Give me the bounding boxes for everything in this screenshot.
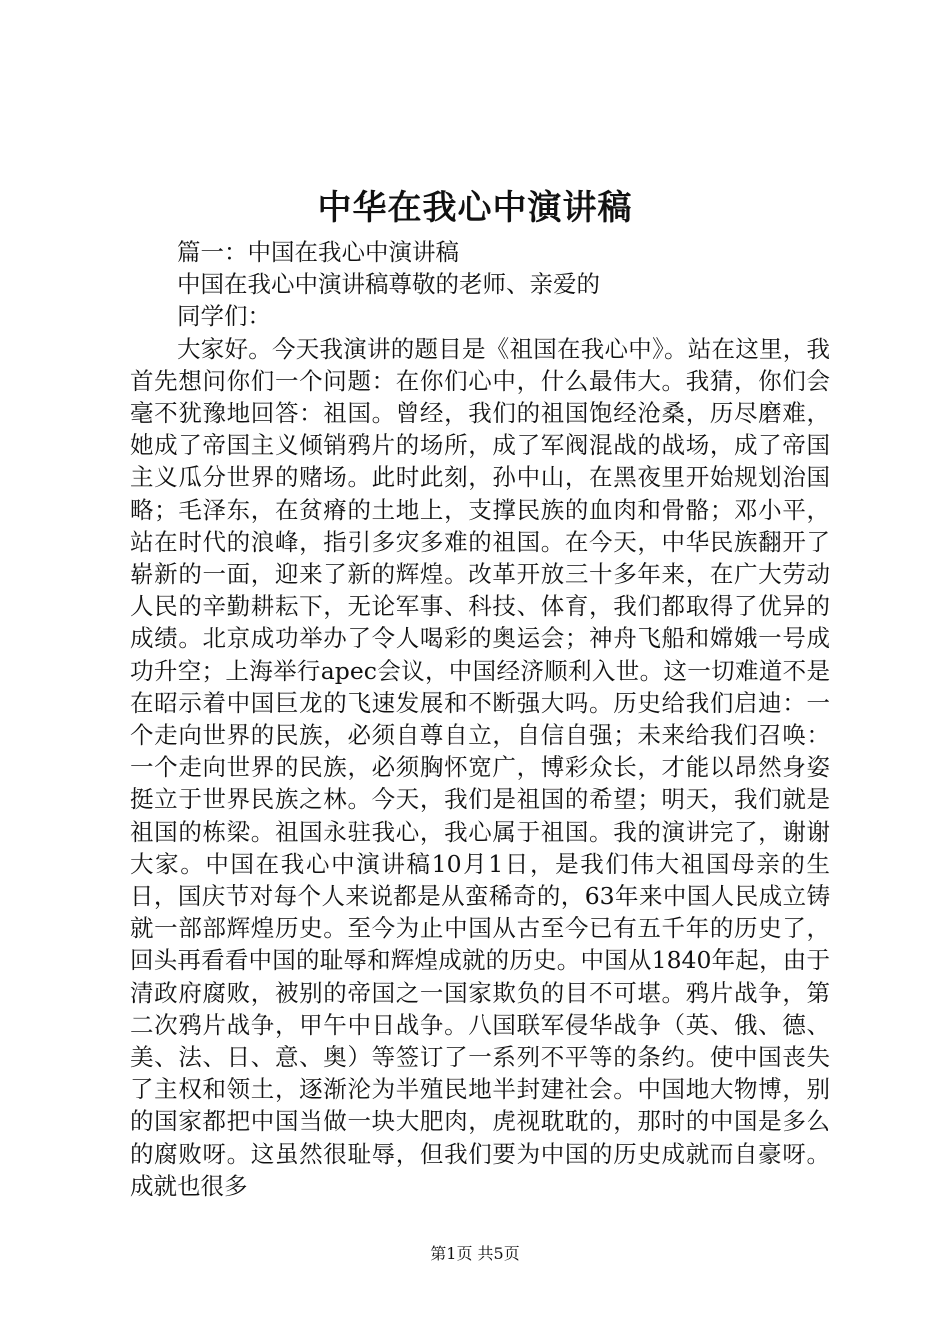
page-footer: 第1页 共5页 — [430, 1244, 520, 1263]
paragraph-subtitle: 中国在我心中演讲稿尊敬的老师、亲爱的 — [177, 270, 600, 299]
paragraph-section-heading: 篇一：中国在我心中演讲稿 — [177, 238, 459, 266]
paragraph-speech-body: 大家好。今天我演讲的题目是《祖国在我心中》。站在这里，我首先想问你们一个问题：在你们心中，什么最伟大。我猜，你们会毫不犹豫地回答：祖国。曾经，我们的祖国饱经沧桑，历尽磨难，她成了帝国主义倾销鸦片的场所，成了军阀混战的战场，成了帝国主义瓜分世界的赌场。此时此刻，孙中山，在黑夜里开始规划治国略；毛泽东，在贫瘠的土地上，支撑民族的血肉和骨骼；邓小平，站在时代的浪峰，指引多灾多难的祖国。在今天，中华民族翻开了崭新的一面，迎来了新的辉煌。改革开放三十多年来，在广大劳动人民的辛勤耕耘下，无论军事、科技、体育，我们都取得了优异的成绩。北京成功举办了令人喝彩的奥运会；神舟飞船和嫦娥一号成功升空；上海举行apec会议，中国经济顺利入世。这一切难道不是在昭示着中国巨龙的飞速发展和不断强大吗。历史给我们启迪：一个走向世界的民族，必须自尊自立，自信自强；未来给我们召唤：一个走向世界的民族，必须胸怀宽广，博彩众长，才能以昂然身姿挺立于世界民族之林。今天，我们是祖国的希望；明天，我们就是祖国的栋梁。祖国永驻我心，我心属于祖国。我的演讲完了，谢谢大家。中国在我心中演讲稿10月1日，是我们伟大祖国母亲的生日，国庆节对每个人来说都是从蛮稀奇的，63年来中国人民成立铸就一部部辉煌历史。至今为止中国从古至今已有五千年的历史了，回头再看看中国的耻辱和辉煌成就的历史。中国从1840年起，由于清政府腐败，被别的帝国之一国家欺负的目不可堪。鸦片战争，第二次鸦片战争，甲午中日战争。八国联军侵华战争（英、俄、德、美、法、日、意、奥）等签订了一系列不平等的条约。使中国丧失了主权和领土，逐渐沦为半殖民地半封建社会。中国地大物博，别的国家都把中国当做一块大肥肉，虎视耽耽的，那时的中国是多么的腐败呀。这虽然很耻辱，但我们要为中国的历史成就而自豪呀。成就也很多 — [130, 334, 830, 1200]
document-body — [130, 236, 830, 1202]
document-title: 中华在我心中演讲稿 — [317, 188, 633, 228]
paragraph-salutation: 同学们： — [177, 302, 271, 331]
